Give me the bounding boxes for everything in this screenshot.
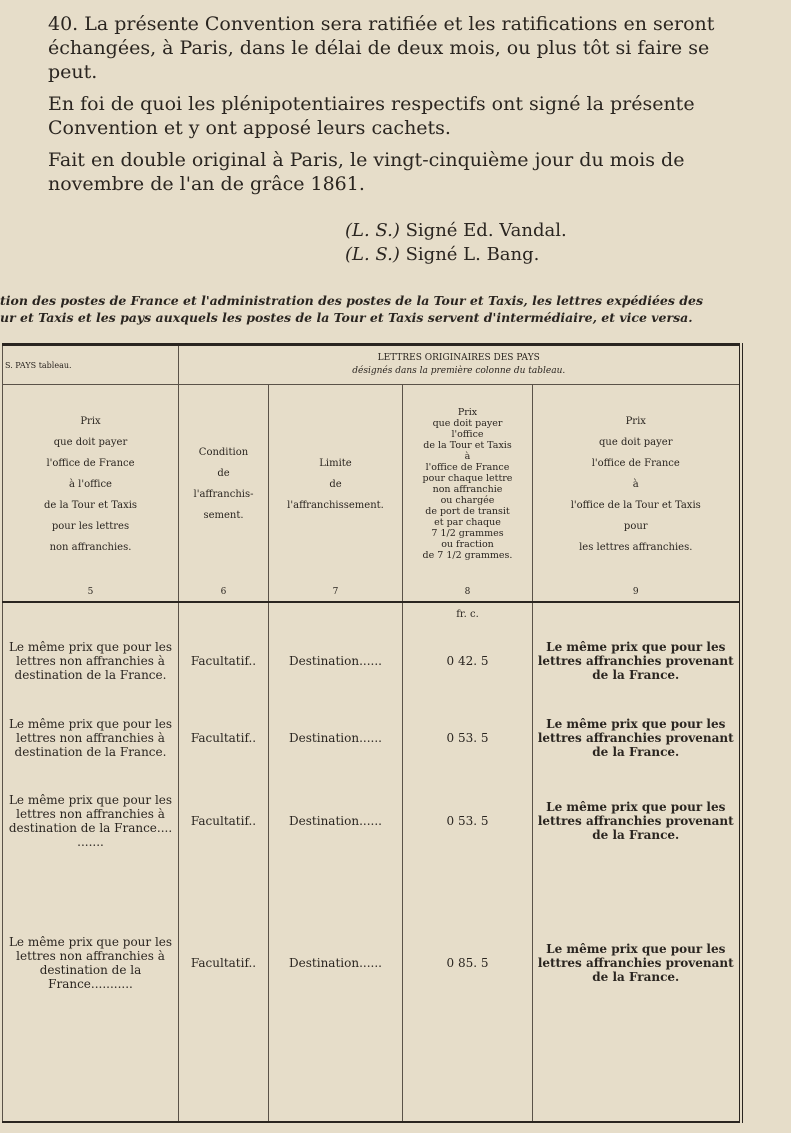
- convention-closing: [0, 0, 791, 290]
- witness-paragraph: En foi de quoi les plénipotentiaires respectifs ont signé la présente Convention et y ont apposé leurs cachets.: [48, 93, 695, 139]
- col8-line: 7 1/2 grammes: [431, 528, 504, 539]
- header-group-subtitle: désignés dans la première colonne du tableau.: [352, 366, 566, 376]
- col5-header: [3, 385, 179, 584]
- column-number: 8: [403, 583, 533, 602]
- signature-bang: [345, 244, 539, 266]
- postal-rates-table: [2, 343, 743, 1123]
- col9-line: pour: [623, 520, 648, 532]
- table-row-1-col5: Le même prix que pour les lettres non affranchies à destination de la France.: [3, 625, 179, 697]
- blank-cell: [3, 602, 179, 625]
- blank-cell: [179, 602, 269, 625]
- col5-line: à l'office: [69, 478, 112, 490]
- signature-text: Signé L. Bang.: [405, 244, 540, 265]
- col8-line: l'office: [451, 429, 484, 440]
- table-row-2-col6: Facultatif..: [179, 697, 269, 779]
- table-row-4-col5: Le même prix que pour les lettres non affranchies à destination de la France...........: [3, 863, 179, 1063]
- col5-line: non affranchies.: [49, 541, 132, 553]
- col8-line: de port de transit: [425, 506, 510, 517]
- article-40-paragraph: 40. La présente Convention sera ratifiée et les ratifications en seront échangées, à Paris, dans le délai de deux mois, ou plus tôt si faire se peut.: [48, 13, 715, 83]
- column-number: 5: [3, 583, 179, 602]
- price-unit-label: fr. c.: [403, 602, 533, 625]
- column-number: 6: [179, 583, 269, 602]
- col8-line: non affranchie: [432, 484, 503, 495]
- table-row-1-col7: Destination......: [269, 625, 403, 697]
- column-number: 7: [269, 583, 403, 602]
- col8-line: ou chargée: [440, 495, 495, 506]
- col9-line: l'office de la Tour et Taxis: [570, 499, 701, 511]
- blank-cell: [533, 1063, 741, 1122]
- col7-line: l'affranchissement.: [287, 499, 384, 511]
- date-paragraph: Fait en double original à Paris, le vingt-cinquième jour du mois de novembre de l'an de grâce 1861.: [48, 149, 685, 195]
- seal-mark: (L. S.): [345, 220, 400, 241]
- col7-line: Limite: [319, 457, 352, 469]
- col6-line: sement.: [203, 510, 244, 521]
- table-row-3-col7: Destination......: [269, 779, 403, 863]
- blank-cell: [403, 1063, 533, 1122]
- col6-line: l'affranchis-: [193, 489, 254, 500]
- table-row-4-col8: 0 85. 5: [403, 863, 533, 1063]
- col5-line: l'office de France: [46, 457, 135, 469]
- col9-line: à: [632, 478, 639, 490]
- table-row-4-col9: Le même prix que pour les lettres affranchies provenant de la France.: [533, 863, 741, 1063]
- col8-line: à: [464, 451, 471, 462]
- col6-header: [179, 385, 269, 584]
- col8-line: et par chaque: [434, 517, 501, 528]
- table-row-3-col5: Le même prix que pour les lettres non affranchies à destination de la France.... .......: [3, 779, 179, 863]
- col7-header: [269, 385, 403, 584]
- col9-line: l'office de France: [591, 457, 680, 469]
- table-row-2-col5: Le même prix que pour les lettres non affranchies à destination de la France.: [3, 697, 179, 779]
- table-row-1-col9: Le même prix que pour les lettres affranchies provenant de la France.: [533, 625, 741, 697]
- blank-cell: [269, 602, 403, 625]
- col9-line: les lettres affranchies.: [579, 541, 693, 553]
- col8-line: l'office de France: [425, 462, 510, 473]
- col8-line: ou fraction: [441, 539, 494, 550]
- seal-mark: (L. S.): [345, 244, 400, 265]
- col6-line: Condition: [198, 447, 249, 458]
- header-group: [179, 345, 741, 385]
- table-intro: [0, 292, 791, 326]
- col8-line: que doit payer: [432, 418, 503, 429]
- signature-vandal: [345, 220, 567, 242]
- col8-line: de 7 1/2 grammes.: [422, 550, 513, 561]
- blank-cell: [533, 602, 741, 625]
- col6-line: de: [217, 468, 230, 479]
- col5-line: de la Tour et Taxis: [43, 499, 138, 511]
- intro-line-1: tion des postes de France et l'administration des postes de la Tour et Taxis, les lettres expédiées des: [0, 293, 703, 308]
- signature-text: Signé Ed. Vandal.: [405, 220, 567, 241]
- col7-line: de: [329, 478, 342, 490]
- col9-line: Prix: [625, 415, 646, 427]
- intro-line-2: ur et Taxis et les pays auxquels les postes de la Tour et Taxis servent d'intermédiaire, et vice versa.: [0, 310, 693, 325]
- col8-line: Prix: [457, 407, 478, 418]
- blank-cell: [179, 1063, 269, 1122]
- col9-header: [533, 385, 741, 584]
- table-row-1-col6: Facultatif..: [179, 625, 269, 697]
- table-row-2-col9: Le même prix que pour les lettres affranchies provenant de la France.: [533, 697, 741, 779]
- table-row-3-col9: Le même prix que pour les lettres affranchies provenant de la France.: [533, 779, 741, 863]
- col5-line: pour les lettres: [51, 520, 130, 532]
- table-row-2-col8: 0 53. 5: [403, 697, 533, 779]
- table-row-1-col8: 0 42. 5: [403, 625, 533, 697]
- header-group-title: LETTRES ORIGINAIRES DES PAYS: [377, 353, 540, 363]
- col9-line: que doit payer: [599, 436, 673, 448]
- table-row-3-col6: Facultatif..: [179, 779, 269, 863]
- col8-line: de la Tour et Taxis: [423, 440, 512, 451]
- table-row-4-col6: Facultatif..: [179, 863, 269, 1063]
- col8-line: pour chaque lettre: [422, 473, 513, 484]
- header-left: S. PAYS tableau.: [3, 345, 179, 385]
- column-number: 9: [533, 583, 741, 602]
- table-row-2-col7: Destination......: [269, 697, 403, 779]
- table-row-3-col8: 0 53. 5: [403, 779, 533, 863]
- blank-cell: [269, 1063, 403, 1122]
- col5-line: Prix: [80, 415, 101, 427]
- blank-cell: [3, 1063, 179, 1122]
- table-row-4-col7: Destination......: [269, 863, 403, 1063]
- col5-line: que doit payer: [53, 436, 128, 448]
- col8-header: [403, 385, 533, 584]
